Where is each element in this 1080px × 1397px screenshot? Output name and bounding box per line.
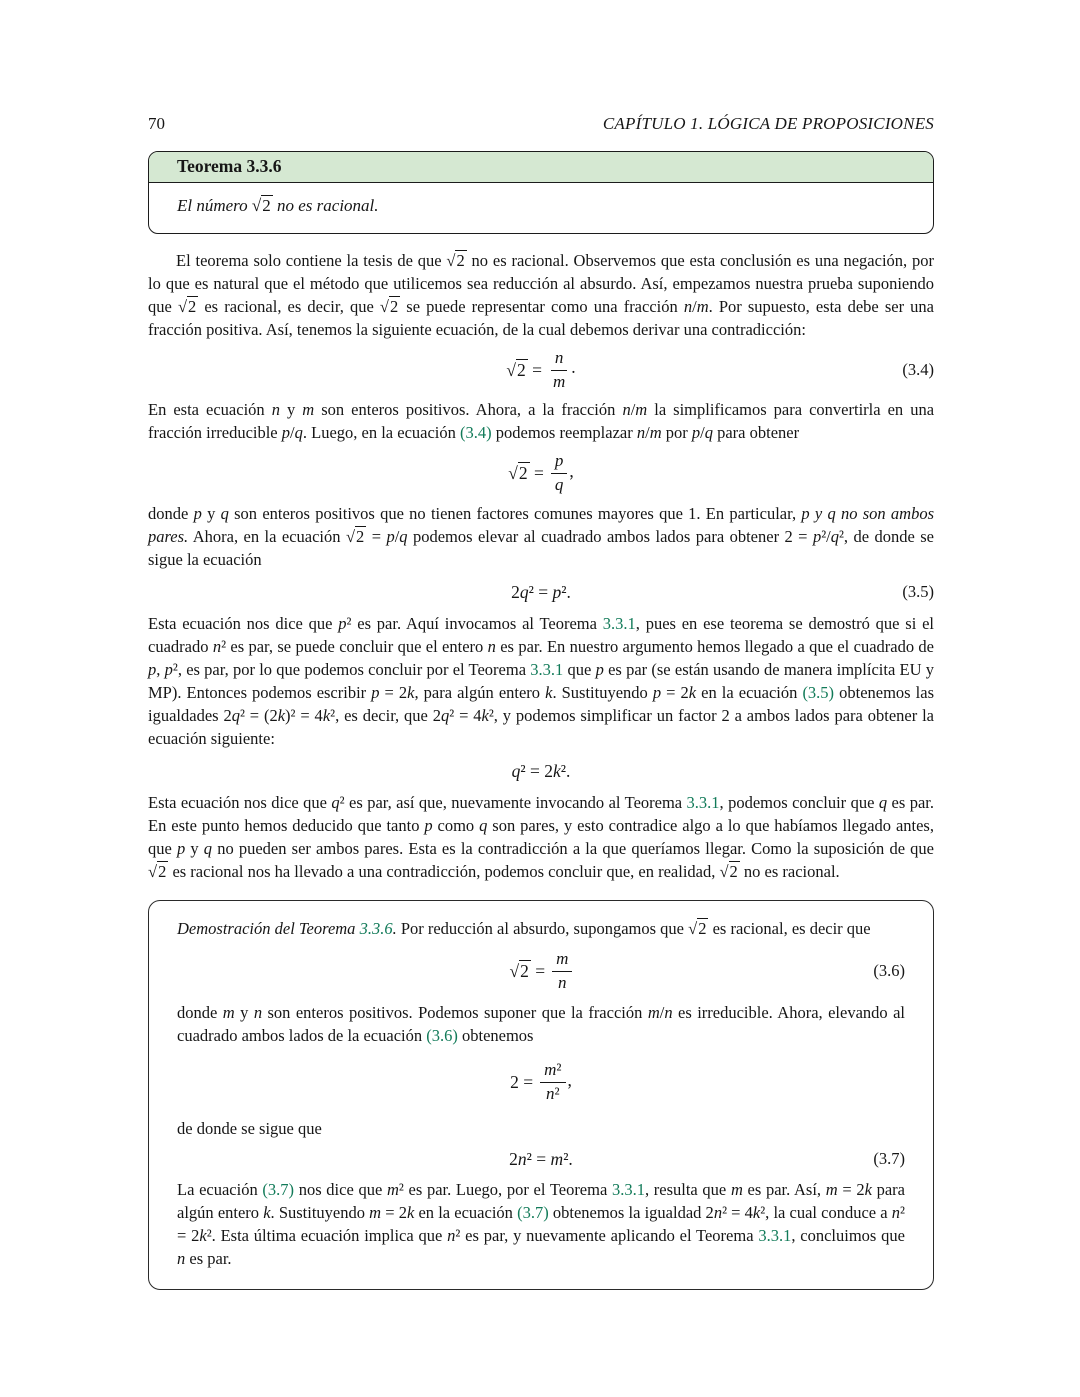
chapter-running-header: CAPÍTULO 1. LÓGICA DE PROPOSICIONES <box>602 114 934 133</box>
emphasis-text: m <box>649 423 662 443</box>
emphasis-text: q <box>878 792 888 812</box>
emphasis-text: q <box>331 792 340 812</box>
cross-reference-link[interactable]: 3.3.6 <box>359 918 393 938</box>
fraction-denominator <box>554 972 571 994</box>
fraction <box>552 949 572 993</box>
emphasis-text: p y q no son ambos pares. <box>148 503 934 546</box>
fraction <box>551 451 568 495</box>
emphasis-text: k <box>407 682 415 702</box>
emphasis-text: p <box>691 423 701 443</box>
sqrt-radicand: 2 <box>158 861 167 881</box>
emphasis-text: q <box>554 475 564 495</box>
emphasis-text: p <box>281 423 291 443</box>
emphasis-text: m <box>696 297 709 316</box>
equation-lhs: 2 = <box>510 1072 534 1093</box>
emphasis-text: k <box>688 682 697 702</box>
emphasis-text: p <box>148 659 157 679</box>
equation-body: 2n² = m². <box>509 1148 573 1169</box>
equation-3-4 <box>148 348 934 392</box>
emphasis-text: p <box>812 526 822 546</box>
emphasis-text: p <box>176 838 186 858</box>
cross-reference-link[interactable]: 3.3.1 <box>530 659 564 679</box>
emphasis-text: k <box>545 682 553 702</box>
emphasis-text: m <box>635 400 648 420</box>
emphasis-text: no es racional. <box>277 196 379 215</box>
emphasis-text: n <box>636 423 646 443</box>
sqrt-radicand: 2 <box>389 297 399 316</box>
emphasis-text: El número <box>177 196 248 215</box>
cross-reference-link[interactable]: 3.3.1 <box>686 792 720 812</box>
emphasis-text: q <box>294 423 303 443</box>
emphasis-text: n <box>177 1248 186 1268</box>
equation-number: (3.5) <box>902 582 934 602</box>
emphasis-text: p <box>164 659 173 679</box>
emphasis-text: k <box>864 1179 872 1199</box>
emphasis-text: q <box>203 838 213 858</box>
equation-3-5 <box>148 582 934 603</box>
fraction-numerator <box>551 348 568 371</box>
emphasis-text: q <box>399 526 408 546</box>
equation-body: 2q² = p². <box>511 581 571 602</box>
emphasis-text: n <box>546 1084 555 1104</box>
emphasis-text: m <box>556 948 569 968</box>
cross-reference-link[interactable]: 3.3.1 <box>611 1179 645 1199</box>
text-column <box>148 114 934 1290</box>
emphasis-text: n <box>713 1202 723 1222</box>
sqrt-radicand: 2 <box>698 918 707 938</box>
emphasis-text: n <box>517 1148 527 1169</box>
equation-punctuation: , <box>569 460 574 481</box>
emphasis-text: m <box>730 1179 743 1199</box>
emphasis-text: p <box>595 659 604 679</box>
emphasis-text: p <box>386 526 395 546</box>
emphasis-text: m <box>825 1179 838 1199</box>
page-number: 70 <box>148 114 165 133</box>
emphasis-text: Demostración del Teorema <box>177 918 356 938</box>
emphasis-text: k <box>406 1202 415 1222</box>
emphasis-text: q <box>519 581 529 602</box>
emphasis-text: . <box>392 918 397 938</box>
equation-number: (3.7) <box>873 1149 905 1169</box>
emphasis-text: p <box>424 815 433 835</box>
sqrt-radicand: 2 <box>520 960 529 981</box>
emphasis-text: m <box>544 1060 557 1080</box>
emphasis-text: m <box>386 1179 399 1199</box>
emphasis-text: k <box>752 1202 761 1222</box>
emphasis-text: k <box>322 705 331 725</box>
emphasis-text: n <box>212 636 222 656</box>
theorem-box <box>148 151 934 234</box>
cross-reference-link[interactable]: (3.6) <box>426 1026 458 1046</box>
proof-paragraph-start: Demostración del Teorema 3.3.6. Por reducción al absurdo, supongamos que √2 es racional, es decir que <box>177 918 871 938</box>
equation-punctuation: . <box>571 357 576 378</box>
fraction-numerator: m² <box>540 1060 565 1083</box>
emphasis-text: k <box>263 1202 271 1222</box>
emphasis-text: n <box>253 1003 263 1023</box>
emphasis-text: n <box>891 1202 901 1222</box>
sqrt-radicand: 2 <box>729 861 738 881</box>
equation-lhs: √2 = <box>508 463 544 484</box>
equation-sqrt2-pq <box>148 451 934 495</box>
proof-paragraph-irreducible: donde m y n son enteros positivos. Podemos suponer que la fracción m/n es irreducible. Ahora, elevando al cuadrado ambos lados de la ecuación (3.6) obtenemos <box>177 1003 906 1046</box>
proof-paragraph-follows: de donde se sigue que <box>177 1118 322 1138</box>
emphasis-text: k <box>277 705 286 725</box>
sqrt-radicand: 2 <box>188 297 197 316</box>
fraction-denominator <box>549 371 569 393</box>
emphasis-text: m <box>550 1148 564 1169</box>
emphasis-text: p <box>554 451 564 471</box>
cross-reference-link[interactable]: (3.4) <box>460 423 492 443</box>
equation-body: q² = 2k². <box>511 760 571 781</box>
cross-reference-link[interactable]: 3.3.1 <box>602 613 636 633</box>
equation-q2-2k2 <box>148 761 934 782</box>
emphasis-text: q <box>220 503 229 523</box>
cross-reference-link[interactable]: 3.3.1 <box>758 1225 792 1245</box>
equation-2-m2n2 <box>177 1060 905 1104</box>
emphasis-text: q <box>479 815 488 835</box>
sqrt-radicand: 2 <box>356 526 365 546</box>
emphasis-text: q <box>231 705 240 725</box>
paragraph-contradiction: Esta ecuación nos dice que q² es par, así que, nuevamente invocando al Teorema 3.3.1, podemos concluir que q es par. En este punto hemos deducido que tanto p como q son pares, y esto contradice algo a lo que habíamos llegado antes, que p y q no pueden ser ambos pares. Esta es la contradicción a la que queríamos llegar. Como la suposición de que √2 es racional nos ha llevado a una contradicción, podemos concluir que, en realidad, √2 no es racional. <box>148 792 935 881</box>
emphasis-text: k <box>481 705 489 725</box>
emphasis-text: n <box>487 636 496 656</box>
equation-lhs: √2 = <box>506 359 542 380</box>
equation-number: (3.6) <box>873 961 905 981</box>
fraction <box>549 348 569 392</box>
theorem-statement: El número √2 no es racional. <box>177 196 379 215</box>
paragraph-coprime: donde p y q son enteros positivos que no tienen factores comunes mayores que 1. En particular, p y q no son ambos pares. Ahora, en la ecuación √2 = p/q podemos elevar al cuadrado ambos lados para obtener 2 = p²/q², de donde se sigue la ecuación <box>148 503 934 569</box>
emphasis-text: n <box>664 1003 673 1023</box>
emphasis-text: m <box>222 1003 235 1023</box>
emphasis-text: k <box>199 1225 207 1245</box>
emphasis-text: m <box>552 371 566 391</box>
sqrt-radicand: 2 <box>262 196 271 215</box>
emphasis-text: m <box>647 1003 660 1023</box>
paragraph-intro: El teorema solo contiene la tesis de que √2 no es racional. Observemos que esta conclusión es una negación, por lo que es natural que el método que utilicemos sea reducción al absurdo. Así, empezamos nuestra prueba suponiendo que √2 es racional, es decir, que √2 se puede representar como una fracción n/m. Por supuesto, esta debe ser una fracción positiva. Así, tenemos la siguiente ecuación, de la cual debemos derivar una contradicción: <box>148 251 934 339</box>
fraction-numerator <box>551 451 568 474</box>
proof-box <box>148 900 934 1290</box>
cross-reference-link[interactable]: (3.7) <box>262 1179 295 1199</box>
fraction-denominator <box>551 474 568 496</box>
fraction-denominator: n² <box>546 1084 560 1104</box>
emphasis-text: n <box>271 400 280 420</box>
emphasis-text: n <box>554 348 564 367</box>
sqrt-radicand: 2 <box>518 463 528 484</box>
sqrt-radicand: 2 <box>516 359 526 380</box>
emphasis-text: m <box>369 1202 382 1222</box>
paragraph-p-even: Esta ecuación nos dice que p² es par. Aquí invocamos al Teorema 3.3.1, pues en ese teorema se demostró que si el cuadrado n² es par, se puede concluir que el entero n es par. En nuestro argumento hemos llegado a que el cuadrado de p, p², es par, por lo que podemos concluir por el Teorema 3.3.1 que p es par (se están usando de manera implícita EU y MP). Entonces podemos escribir p = 2k, para algún entero k. Sustituyendo p = 2k en la ecuación (3.5) obtenemos las igualdades 2q² = (2k)² = 4k², es decir, que 2q² = 4k², y podemos simplificar un factor 2 a ambos lados para obtener la ecuación siguiente: <box>148 613 935 748</box>
emphasis-text: q <box>704 423 713 443</box>
equation-3-6 <box>177 949 905 993</box>
emphasis-text: q <box>830 526 839 546</box>
emphasis-text: q <box>511 760 521 781</box>
theorem-title: Teorema 3.3.6 <box>149 152 933 183</box>
emphasis-text: q <box>441 705 450 725</box>
emphasis-text: n <box>683 297 693 316</box>
emphasis-text: k <box>552 760 561 781</box>
equation-3-7 <box>177 1149 905 1170</box>
emphasis-text: p <box>552 581 562 602</box>
fraction-numerator <box>552 949 572 972</box>
cross-reference-link[interactable]: (3.5) <box>802 682 835 702</box>
equation-punctuation: , <box>567 1069 572 1090</box>
equation-lhs: √2 = <box>509 960 546 981</box>
equation-number: (3.4) <box>902 360 934 380</box>
page-header <box>148 114 934 134</box>
sqrt-radicand: 2 <box>456 251 465 270</box>
paragraph-simplify: En esta ecuación n y m son enteros positivos. Ahora, a la fracción n/m la simplificamos para convertirla en una fracción irreducible p/q. Luego, en la ecuación (3.4) podemos reemplazar n/m por p/q para obtener <box>148 400 935 443</box>
emphasis-text: n <box>622 400 631 420</box>
emphasis-text: n <box>558 972 567 992</box>
emphasis-text: p <box>193 503 202 523</box>
emphasis-text: p <box>371 682 380 702</box>
proof-paragraph-conclusion: La ecuación (3.7) nos dice que m² es par. Luego, por el Teorema 3.3.1, resulta que m es par. Así, m = 2k para algún entero k. Sustituyendo m = 2k en la ecuación (3.7) obtenemos la igualdad 2n² = 4k², la cual conduce a n² = 2k². Esta última ecuación implica que n² es par, y nuevamente aplicando el Teorema 3.3.1, concluimos que n es par. <box>177 1179 905 1268</box>
emphasis-text: p <box>652 682 662 702</box>
cross-reference-link[interactable]: (3.7) <box>517 1202 549 1222</box>
emphasis-text: n <box>447 1225 456 1245</box>
emphasis-text: m <box>302 400 315 420</box>
emphasis-text: p <box>338 613 347 633</box>
fraction <box>540 1060 565 1104</box>
